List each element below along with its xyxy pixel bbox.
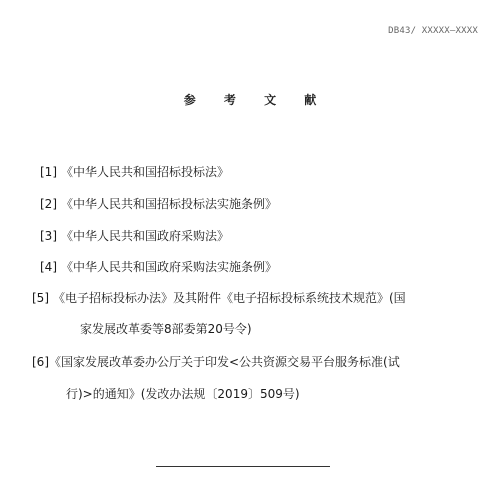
reference-text: 《中华人民共和国政府采购法》 <box>61 229 230 243</box>
reference-item-5 <box>32 290 406 306</box>
reference-number: [4] <box>40 260 57 274</box>
reference-number: [1] <box>40 165 57 179</box>
reference-item-5-continuation: 家发展改革委等8部委第20号令) <box>80 322 252 336</box>
reference-item-6-continuation: 行)>的通知》(发改办法规〔2019〕509号) <box>66 387 300 401</box>
references-title: 参 考 文 献 <box>183 93 329 107</box>
reference-text: 《中华人民共和国招标投标法实施条例》 <box>61 197 278 211</box>
reference-number: [5] <box>32 291 49 305</box>
reference-item-1 <box>40 164 229 180</box>
reference-text: 《中华人民共和国政府采购法实施条例》 <box>61 260 278 274</box>
reference-number: [2] <box>40 197 57 211</box>
reference-item-6 <box>32 354 400 370</box>
reference-item-4 <box>40 259 277 275</box>
reference-number: [6] <box>32 355 49 369</box>
reference-item-2 <box>40 196 277 212</box>
end-rule <box>156 466 330 467</box>
reference-text: 《国家发展改革委办公厅关于印发<公共资源交易平台服务标准(试 <box>49 355 400 369</box>
reference-item-3 <box>40 228 229 244</box>
reference-text: 《电子招标投标办法》及其附件《电子招标投标系统技术规范》(国 <box>53 291 406 305</box>
reference-number: [3] <box>40 229 57 243</box>
reference-text: 《中华人民共和国招标投标法》 <box>61 165 230 179</box>
standard-code: DB43/ XXXXX—XXXX <box>388 26 478 36</box>
